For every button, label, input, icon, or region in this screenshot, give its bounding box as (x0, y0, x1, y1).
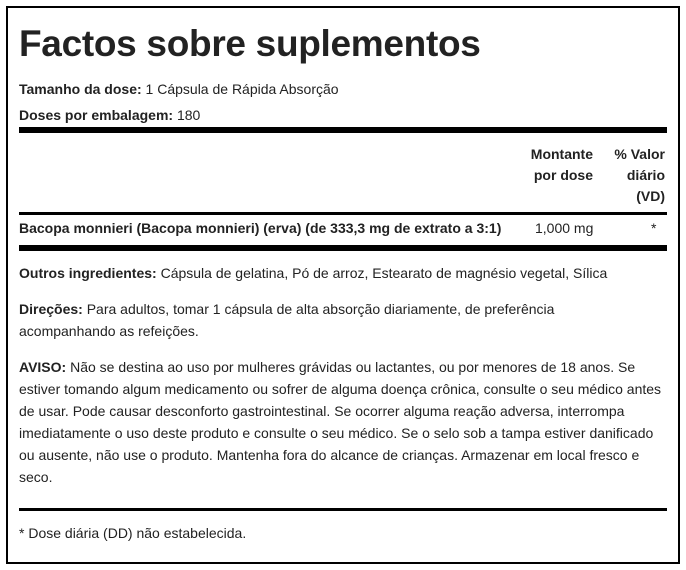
amount-header-line2: por dose (533, 167, 593, 183)
amount-header-line1: Montante (530, 146, 593, 162)
thick-divider-top (19, 127, 667, 133)
panel-content (19, 8, 667, 562)
warning-label: AVISO: (19, 359, 67, 375)
serving-size-row (19, 80, 339, 98)
dv-header-line3: (VD) (636, 188, 665, 204)
servings-per-container-label: Doses por embalagem: (19, 107, 174, 123)
ingredient-dv: * (651, 220, 657, 236)
other-ingredients-text: Cápsula de gelatina, Pó de arroz, Estearato de magnésio vegetal, Sílica (156, 265, 608, 281)
directions (19, 298, 627, 342)
warning (19, 356, 667, 488)
directions-text: Para adultos, tomar 1 cápsula de alta absorção diariamente, de preferência acompanhando as refeições. (19, 301, 555, 339)
amount-per-serving-header (531, 144, 593, 186)
daily-value-header (614, 144, 665, 207)
servings-per-container-row (19, 106, 200, 124)
panel-title: Factos sobre suplementos (19, 23, 481, 64)
supplement-facts-panel (6, 6, 680, 564)
other-ingredients (19, 262, 667, 284)
thick-divider-middle (19, 245, 667, 251)
ingredient-name: Bacopa monnieri (Bacopa monnieri) (erva) (de 333,3 mg de extrato a 3:1) (19, 220, 502, 236)
directions-label: Direções: (19, 301, 83, 317)
dv-header-line2: diário (626, 167, 665, 183)
footnote: * Dose diária (DD) não estabelecida. (19, 525, 247, 541)
serving-size-label: Tamanho da dose: (19, 81, 142, 97)
dv-header-line1: % Valor (614, 146, 665, 162)
header-divider (19, 212, 667, 215)
warning-text: Não se destina ao uso por mulheres grávidas ou lactantes, ou por menores de 18 anos. Se estiver tomando algum medicamento ou sofrer de alguma doença crônica, consulte o seu médico antes de usar. Pode causar desconforto gastrointestinal. Se ocorrer alguma reação adversa, interrompa imediatamente o uso deste produto e consulte o seu médico. Se o selo sob a tampa estiver danificado ou ausente, não use o produto. Mantenha fora do alcance de crianças. Armazenar em local fresco e seco. (19, 359, 662, 485)
other-ingredients-label: Outros ingredientes: (19, 265, 157, 281)
servings-per-container-value: 180 (176, 107, 201, 123)
footnote-divider (19, 508, 667, 511)
ingredient-amount: 1,000 mg (535, 220, 594, 236)
serving-size-value: 1 Cápsula de Rápida Absorção (145, 81, 339, 97)
